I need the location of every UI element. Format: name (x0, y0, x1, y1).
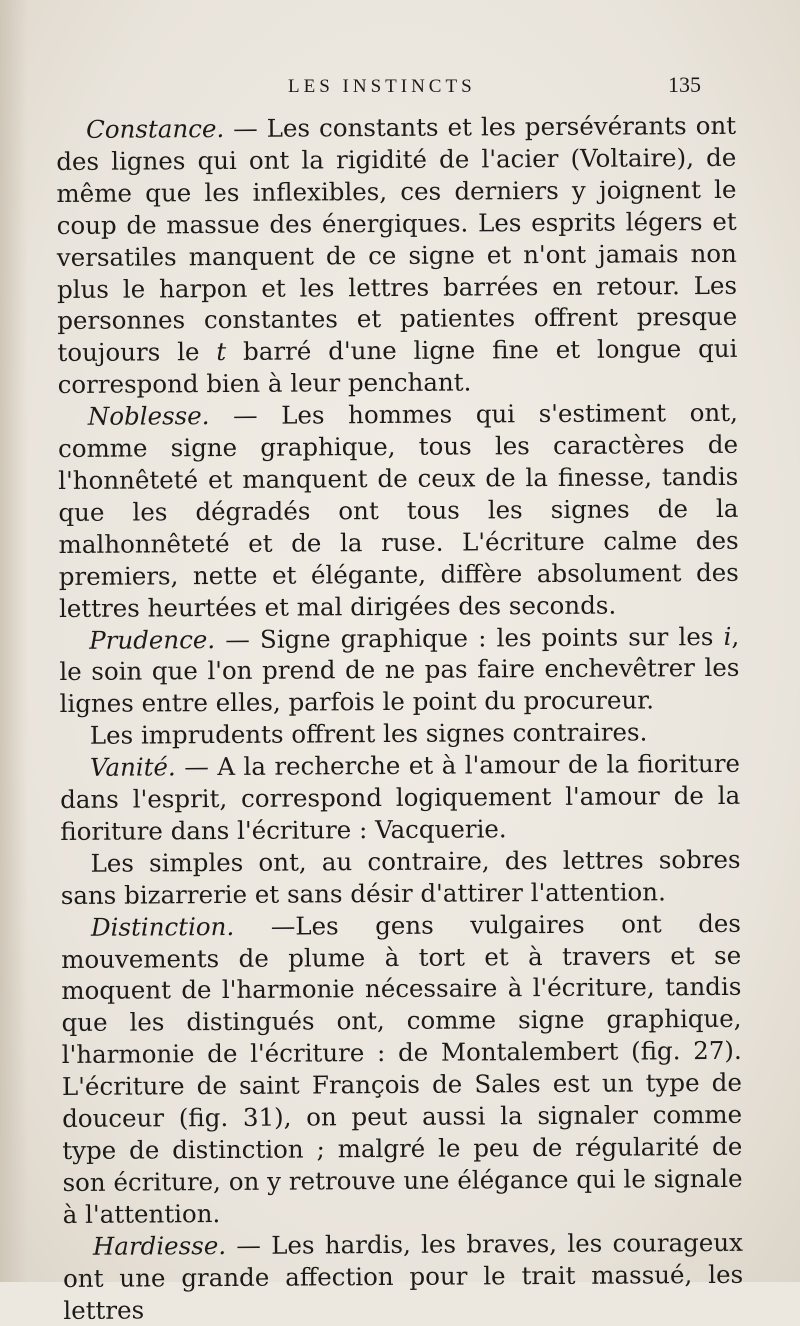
page-edge-shadow (0, 0, 28, 1282)
paragraph-text: — Les constants et les persévérants ont des lignes qui ont la rigidité de l'acier (Voltaire), de même que les inflexibles, ces derniers y joignent le coup de massue des énergiques. Les esprits légers et versatiles manquent de ce signe et n'ont jamais non plus le harpon et les lettres barrées en retour. Les personnes constantes et patientes offrent presque toujours le (56, 110, 738, 368)
section-term: Vanité. (89, 752, 176, 782)
running-title: LES INSTINCTS (288, 76, 476, 97)
paragraph-text: — Les hommes qui s'estiment ont, comme signe graphique, tous les caractères de l'honnêteté et manquent de ceux de la finesse, tandis que les dégradés ont tous les signes de la malhonnêteté et de la ruse. L'écriture calme des premiers, nette et élégante, diffère absolument des lettres heurtées et mal dirigées des seconds. (57, 397, 739, 623)
paragraph-text: — A la recherche et à l'amour de la fioriture dans l'esprit, correspond logiquement l'amour de la fioriture dans l'écriture : Vacquerie. (60, 748, 741, 846)
paragraph-text: , le soin que l'on prend de ne pas faire enchevêtrer les lignes entre elles, parfois le point du procureur. (59, 621, 740, 719)
page-number: 135 (668, 72, 701, 97)
section-term: Prudence. (89, 624, 216, 655)
paragraph-simples (60, 844, 740, 912)
body-text (56, 110, 743, 1326)
paragraph-hardiesse (63, 1227, 744, 1326)
paragraph-text: — Les hardis, les braves, les courageux ont une grande affection pour le trait massué, les lettres (63, 1227, 744, 1325)
italic-letter: i (723, 621, 732, 651)
section-term: Constance. (86, 113, 225, 144)
section-term: Hardiesse. (92, 1230, 227, 1261)
paragraph-prudence (59, 620, 740, 720)
section-term: Noblesse. (87, 401, 210, 431)
paragraph-text: —Les gens vulgaires ont des mouvements de plume à tort et à travers et se moquent de l'harmonie nécessaire à l'écriture, tandis que les distingués ont, comme signe graphique, l'harmonie de l'écriture : de Montalembert (fig. 27). L'écriture de saint François de Sales est un type de douceur (fig. 31), on peut aussi la signaler comme type de distinction ; malgré le peu de régularité de son écriture, on y retrouve une élégance qui le signale à l'attention. (61, 908, 743, 1229)
paragraph-text: barré d'une ligne fine et longue qui correspond bien à leur penchant. (57, 334, 738, 400)
paragraph-constance (56, 110, 738, 401)
paragraph-noblesse (58, 397, 739, 624)
paragraph-vanite (60, 748, 741, 848)
paragraph-text: Les simples ont, au contraire, des lettres sobres sans bizarrerie et sans désir d'attirer l'attention. (60, 844, 741, 910)
paragraph-imprudents (60, 716, 740, 752)
paragraph-text: — Signe graphique : les points sur les (215, 621, 724, 654)
italic-letter: t (216, 337, 227, 367)
paragraph-text: Les imprudents offrent les signes contraires. (89, 717, 648, 751)
section-term: Distinction. (90, 911, 235, 942)
page-header (0, 70, 800, 110)
paragraph-distinction (61, 907, 743, 1230)
